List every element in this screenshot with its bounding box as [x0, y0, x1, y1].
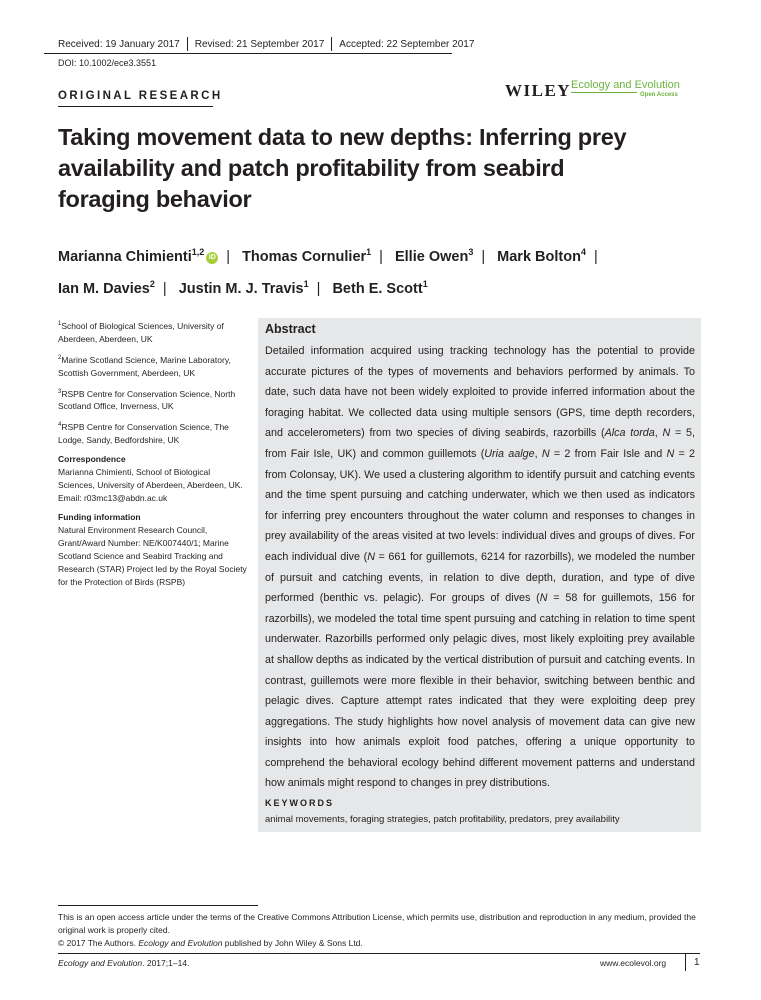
author-affiliation: 2: [149, 278, 155, 289]
footer-citation: Ecology and Evolution. 2017;1–14.: [58, 958, 190, 968]
correspondence-email[interactable]: Email: r03mc13@abdn.ac.uk: [58, 493, 168, 504]
correspondence-heading: Correspondence: [58, 454, 126, 465]
section-label: ORIGINAL RESEARCH: [58, 90, 223, 102]
author-affiliation: 1,2: [191, 247, 205, 257]
keywords-text: animal movements, foraging strategies, patch profitability, predators, prey availability: [265, 814, 620, 825]
journal-logo-rule: [571, 92, 637, 93]
author-affiliation: 1: [366, 247, 372, 257]
date-divider: [187, 37, 188, 51]
author-affiliation: 3: [468, 247, 474, 257]
publisher-logo: WILEY: [505, 81, 572, 100]
footnote-rule: [58, 905, 258, 906]
funding-heading: Funding information: [58, 512, 141, 523]
author-name: Marianna Chimienti: [58, 248, 192, 265]
author-name: Mark Bolton: [497, 248, 581, 265]
affiliations-column: [58, 318, 248, 589]
abstract-text: Detailed information acquired using tracking technology has the potential to provide accurate pictures of the types of movements and behaviors performed by animals. To date, such data have not been widely exploited to provide inferred information about the foraging habitat. We collected data using multiple sensors (GPS, time depth recorders, and accelerometers) from two species of diving seabirds, razorbills (Alca torda, N = 5, from Fair Isle, UK) and common guillemots (Uria aalge, N = 2 from Fair Isle and N = 2 from Colonsay, UK). We used a clustering algorithm to identify pursuit and catching events and the time spent pursuing and catching underwater, which we then used as indicators for inferring prey encounters throughout the water column and responses to changes in prey availability of the areas visited at two levels: individual dives and groups of dives. For each individual dive (N = 661 for guillemots, 6214 for razorbills), we modeled the number of pursuit and catching events, in relation to dive depth, duration, and type of dive performed (benthic vs. pelagic). For groups of dives (N = 58 for guillemots, 156 for razorbills), we modeled the total time spent pursuing and catching in relation to time spent underwater. Razorbills performed only pelagic dives, most likely exploiting prey available at shallow depths as indicated by the vertical distribution of pursuit and catching events. In contrast, guillemots were more flexible in their behavior, switching between benthic and pelagic dives. Capture attempt rates indicated that they were exploiting deep prey aggregations. The study highlights how novel analysis of movement data can give new insights into how animals exploit food patches, offering a unique opportunity to comprehend the behavioral ecology behind different movement patterns and understand how animals might respond to changes in prey distributions.: [265, 345, 696, 790]
doi[interactable]: DOI: 10.1002/ece3.3551: [58, 58, 157, 68]
affiliation: $^3$RSPB Centre for Conservation Science, North Scotland Office, Inverness, UK: [58, 388, 236, 412]
author-affiliation: 1: [303, 278, 309, 289]
revised-date: Revised: 21 September 2017: [194, 38, 325, 50]
accepted-date: Accepted: 22 September 2017: [339, 38, 475, 50]
correspondence-text: Marianna Chimienti, School of Biological Sciences, University of Aberdeen, Aberdeen, UK.: [58, 467, 243, 491]
article-dates: [58, 38, 474, 50]
affiliation: $^2$Marine Scotland Science, Marine Laboratory, Scottish Government, Aberdeen, UK: [58, 354, 231, 378]
license-note: [58, 911, 698, 950]
license-text: This is an open access article under the terms of the Creative Commons Attribution License, which permits use, distribution and reproduction in any medium, provided the original work is properly cited.: [58, 912, 696, 935]
affiliation: $^1$School of Biological Sciences, University of Aberdeen, Aberdeen, UK: [58, 320, 224, 344]
article-title: Taking movement data to new depths: Inferring prey availability and patch profitability from seabird foraging behavior: [58, 124, 627, 212]
journal-logo: Ecology and Evolution: [571, 79, 680, 91]
author-name: Ian M. Davies: [58, 280, 150, 297]
keywords-heading: KEYWORDS: [265, 798, 335, 808]
author-list: Marianna Chimienti$^{1,2}$iD | Thomas Cornulier$^1$ | Ellie Owen$^3$ | Mark Bolton$^4$ | Ian M. Davies$^2$ | Justin M. J. Travis$^1$ | Beth E. Scott$^1$: [58, 247, 598, 297]
received-date: Received: 19 January 2017: [58, 38, 180, 50]
dates-rule: [44, 53, 452, 54]
open-access-badge: Open Access: [640, 92, 678, 98]
abstract-heading: Abstract: [265, 322, 316, 336]
section-rule: [58, 106, 213, 107]
affiliation: $^4$RSPB Centre for Conservation Science, The Lodge, Sandy, Bedfordshire, UK: [58, 422, 229, 446]
funding-text: Natural Environment Research Council, Grant/Award Number: NE/K007440/1; Marine Scotland Science and Seabird Tracking and Research (STAR) Project led by the Royal Society for the Protection of Birds (RSPB): [58, 525, 247, 588]
author-affiliation: 4: [580, 247, 586, 257]
author-name: Justin M. J. Travis: [178, 280, 304, 297]
date-divider: [331, 37, 332, 51]
author-name: Beth E. Scott: [332, 280, 423, 297]
footer-rule: [58, 953, 700, 954]
copyright-line: © 2017 The Authors. Ecology and Evolution published by John Wiley & Sons Ltd.: [58, 938, 363, 948]
page-number-divider: [685, 953, 686, 971]
journal-url[interactable]: www.ecolevol.org: [600, 958, 667, 968]
page-number: 1: [694, 957, 700, 968]
orcid-icon[interactable]: iD: [206, 252, 218, 264]
author-affiliation: 1: [422, 278, 428, 289]
author-name: Thomas Cornulier: [242, 248, 367, 265]
author-name: Ellie Owen: [394, 248, 469, 265]
